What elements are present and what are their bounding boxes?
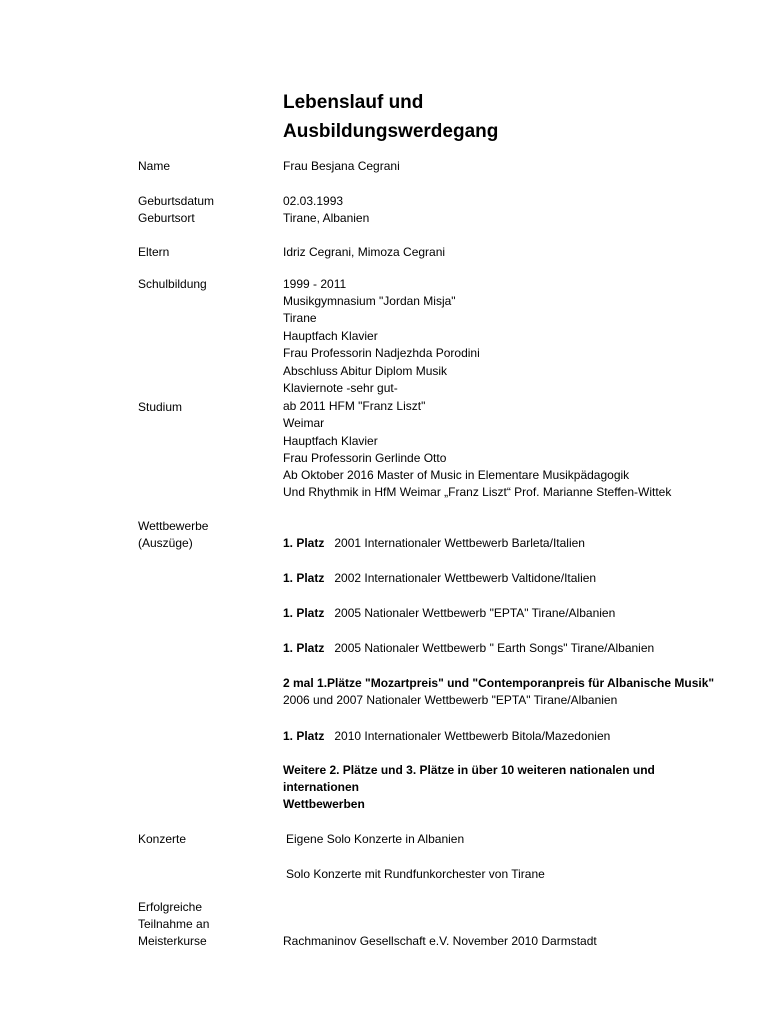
page-title-line-2: Ausbildungswerdegang	[283, 121, 499, 142]
page-title	[283, 88, 498, 146]
masterclass-label: Erfolgreiche	[138, 900, 203, 914]
competition-place: 1. Platz	[283, 536, 325, 550]
study-label: Studium	[138, 400, 183, 414]
study-line: Und Rhythmik in HfM Weimar „Franz Liszt“ Prof. Marianne Steffen-Wittek	[283, 485, 672, 499]
study-line: Hauptfach Klavier	[283, 434, 378, 448]
further-placements-line: internationen	[283, 780, 360, 794]
school-line: Abschluss Abitur Diplom Musik	[283, 364, 448, 378]
school-label: Schulbildung	[138, 277, 207, 291]
school-line: Musikgymnasium "Jordan Misja"	[283, 294, 456, 308]
name-value: Frau Besjana Cegrani	[283, 159, 400, 173]
birthdate-label: Geburtsdatum	[138, 194, 215, 208]
epta-line: 2006 und 2007 Nationaler Wettbewerb "EPTA" Tirane/Albanien	[283, 693, 618, 707]
parents-label: Eltern	[138, 245, 170, 259]
competition-text: 2002 Internationaler Wettbewerb Valtidone/Italien	[334, 571, 597, 585]
masterclass-value: Rachmaninov Gesellschaft e.V. November 2010 Darmstadt	[283, 934, 597, 948]
birthplace-label: Geburtsort	[138, 211, 195, 225]
concert-line: Eigene Solo Konzerte in Albanien	[286, 832, 465, 846]
competition-text: 2005 Nationaler Wettbewerb "EPTA" Tirane/Albanien	[334, 606, 616, 620]
concerts-label: Konzerte	[138, 832, 187, 846]
school-line: Tirane	[283, 311, 317, 325]
competition-entry	[283, 640, 654, 657]
birthplace-value: Tirane, Albanien	[283, 211, 370, 225]
birthdate-value: 02.03.1993	[283, 194, 344, 208]
study-line: Frau Professorin Gerlinde Otto	[283, 451, 447, 465]
competition-place: 1. Platz	[283, 606, 325, 620]
name-label: Name	[138, 159, 171, 173]
study-line: Ab Oktober 2016 Master of Music in Elementare Musikpädagogik	[283, 468, 630, 482]
competition-place: 1. Platz	[283, 571, 325, 585]
mozart-prize-line: 2 mal 1.Plätze "Mozartpreis" und "Contemporanpreis für Albanische Musik"	[283, 676, 715, 690]
competition-entry	[283, 605, 615, 622]
competition-place: 1. Platz	[283, 729, 325, 743]
competition-text: 2005 Nationaler Wettbewerb " Earth Songs" Tirane/Albanien	[334, 641, 655, 655]
competition-text: 2001 Internationaler Wettbewerb Barleta/Italien	[334, 536, 585, 550]
competition-place: 1. Platz	[283, 641, 325, 655]
study-line: ab 2011 HFM "Franz Liszt"	[283, 399, 426, 413]
competition-entry	[283, 728, 610, 745]
parents-value: Idriz Cegrani, Mimoza Cegrani	[283, 245, 446, 259]
school-line: Frau Professorin Nadjezhda Porodini	[283, 346, 480, 360]
competitions-label: Wettbewerbe	[138, 519, 209, 533]
competitions-sublabel: (Auszüge)	[138, 536, 193, 550]
competition-entry	[283, 570, 596, 587]
further-placements-line: Weitere 2. Plätze und 3. Plätze in über 10 weiteren nationalen und	[283, 763, 655, 777]
further-placements-line: Wettbewerben	[283, 797, 365, 811]
masterclass-label: Meisterkurse	[138, 934, 207, 948]
school-line: 1999 - 2011	[283, 277, 347, 291]
school-line: Hauptfach Klavier	[283, 329, 378, 343]
competition-text: 2010 Internationaler Wettbewerb Bitola/Mazedonien	[334, 729, 611, 743]
masterclass-label: Teilnahme an	[138, 917, 210, 931]
competition-entry	[283, 535, 585, 552]
page-title-line-1: Lebenslauf und	[283, 92, 424, 113]
concert-line: Solo Konzerte mit Rundfunkorchester von Tirane	[286, 867, 545, 881]
study-line: Weimar	[283, 416, 325, 430]
school-line: Klaviernote -sehr gut-	[283, 381, 398, 395]
